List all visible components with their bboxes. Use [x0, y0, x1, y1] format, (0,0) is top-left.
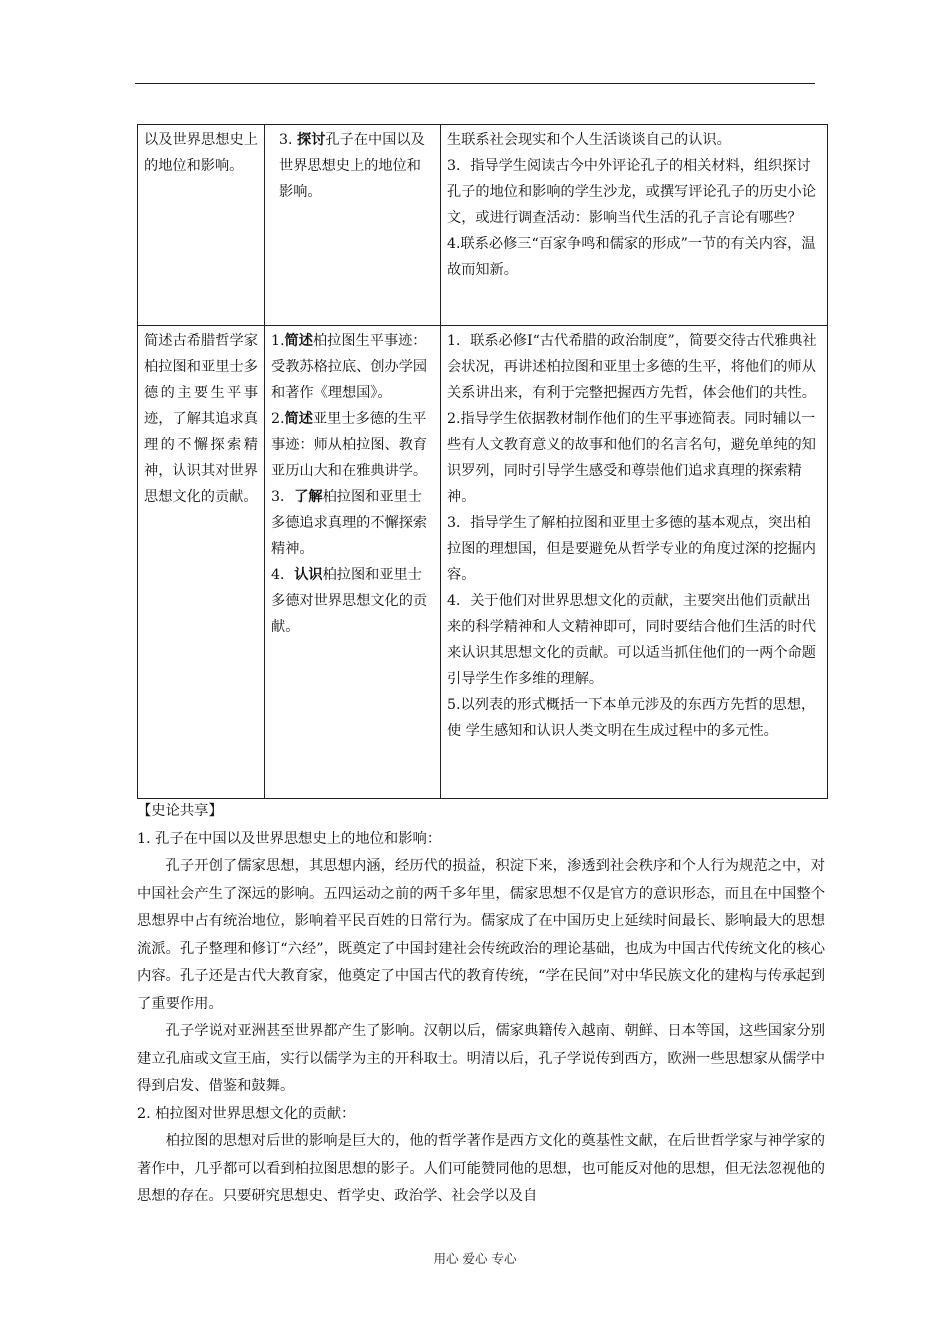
item-title: 2. 柏拉图对世界思想文化的贡献： — [137, 1105, 356, 1122]
requirement-keyword: 了解 — [294, 489, 323, 505]
requirement-keyword: 简述 — [284, 333, 313, 349]
requirement-item: 2.简述亚里士多德的生平事迹：师从柏拉图、教育亚历山大和在雅典讲学。 — [271, 411, 428, 479]
suggestion-cell — [441, 326, 828, 799]
item-title: 1. 孔子在中国以及世界思想史上的地位和影响： — [137, 830, 442, 847]
requirement-keyword: 认识 — [294, 567, 323, 583]
objective-cell — [138, 125, 265, 326]
requirement-item: 4．认识柏拉图和亚里士多德对世界思想文化的贡献。 — [271, 567, 428, 635]
requirement-keyword: 探讨 — [297, 132, 326, 148]
requirement-keyword: 简述 — [284, 411, 313, 427]
suggestion-item: 4.联系必修三“百家争鸣和儒家的形成”一节的有关内容，温故而知新。 — [447, 236, 816, 278]
table-row — [138, 326, 828, 799]
page-footer: 用心 爱心 专心 — [433, 1251, 517, 1266]
table-row — [138, 125, 828, 326]
paragraph: 孔子开创了儒家思想，其思想内涵，经历代的损益，积淀下来，渗透到社会秩序和个人行为规范之中，对中国社会产生了深远的影响。五四运动之前的两千多年里，儒家思想不仅是官方的意识形态，而且在中国整个思想界中占有统治地位，影响着平民百姓的日常行为。儒家成了在中国历史上延续时间最长、影响最大的思想流派。孔子整理和修订“六经”，既奠定了中国封建社会传统政治的理论基础，也成为中国古代传统文化的核心内容。孔子还是古代大教育家，他奠定了中国古代的教育传统，“学在民间”对中华民族文化的建构与传承起到了重要作用。 — [137, 858, 825, 1012]
suggestion-item: 3．指导学生阅读古今中外评论孔子的相关材料，组织探讨孔子的地位和影响的学生沙龙，或撰写评论孔子的历史小论文，或进行调查活动：影响当代生活的孔子言论有哪些？ — [447, 158, 816, 226]
suggestion-item: 3．指导学生了解柏拉图和亚里士多德的基本观点，突出柏拉图的理想国，但是要避免从哲学专业的角度过深的挖掘内容。 — [447, 515, 816, 583]
requirement-cell — [265, 326, 441, 799]
section-heading: 【史论共享】 — [137, 803, 223, 819]
requirement-cell — [265, 125, 441, 326]
paragraph: 柏拉图的思想对后世的影响是巨大的，他的哲学著作是西方文化的奠基性文献，在后世哲学家与神学家的著作中，几乎都可以看到柏拉图思想的影子。人们可能赞同他的思想，也可能反对他的思想，但无法忽视他的思想的存在。只要研究思想史、哲学史、政治学、社会学以及自 — [137, 1133, 825, 1204]
requirement-item: 1.简述柏拉图生平事迹：受教苏格拉底、创办学园和著作《理想国》。 — [271, 333, 428, 401]
objective-text: 简述古希腊哲学家柏拉图和亚里士多德的主要生平事迹，了解其追求真理的不懈探索精神，认识其对世界思想文化的贡献。 — [144, 333, 258, 505]
suggestion-item: 4．关于他们对世界思想文化的贡献，主要突出他们贡献出来的科学精神和人文精神即可，同时要结合他们生活的时代来认识其思想文化的贡献。可以适当抓住他们的一两个命题引导学生作多维的理解。 — [447, 593, 816, 687]
header-rule — [135, 83, 815, 84]
paragraph: 孔子学说对亚洲甚至世界都产生了影响。汉朝以后，儒家典籍传入越南、朝鲜、日本等国，这些国家分别建立孔庙或文宣王庙，实行以儒学为主的开科取士。明清以后，孔子学说传到西方，欧洲一些思想家从儒学中得到启发、借鉴和鼓舞。 — [137, 1023, 825, 1094]
objective-text: 以及世界思想史上的地位和影响。 — [144, 132, 258, 174]
suggestion-item: 1．联系必修Ⅰ“古代希腊的政治制度”，简要交待古代雅典社会状况，再讲述柏拉图和亚里士多德的生平，将他们的师从关系讲出来，有利于完整把握西方先哲，体会他们的共性。 — [447, 333, 817, 401]
lesson-plan-table — [137, 124, 828, 799]
suggestion-item: 生联系社会现实和个人生活谈谈自己的认识。 — [447, 132, 731, 148]
requirement-item: 3．了解柏拉图和亚里士多德追求真理的不懈探索精神。 — [271, 489, 428, 557]
suggestion-cell — [441, 125, 828, 326]
requirement-item: 3. 探讨孔子在中国以及世界思想史上的地位和影响。 — [279, 132, 425, 200]
objective-cell — [138, 326, 265, 799]
history-discussion-section — [137, 798, 825, 1211]
suggestion-item: 2.指导学生依据教材制作他们的生平事迹简表。同时辅以一些有人文教育意义的故事和他们的名言名句，避免单纯的知识罗列，同时引导学生感受和尊崇他们追求真理的探索精神。 — [447, 411, 816, 505]
suggestion-item: 5.以列表的形式概括一下本单元涉及的东西方先哲的思想，使 学生感知和认识人类文明在生成过程中的多元性。 — [447, 697, 816, 739]
